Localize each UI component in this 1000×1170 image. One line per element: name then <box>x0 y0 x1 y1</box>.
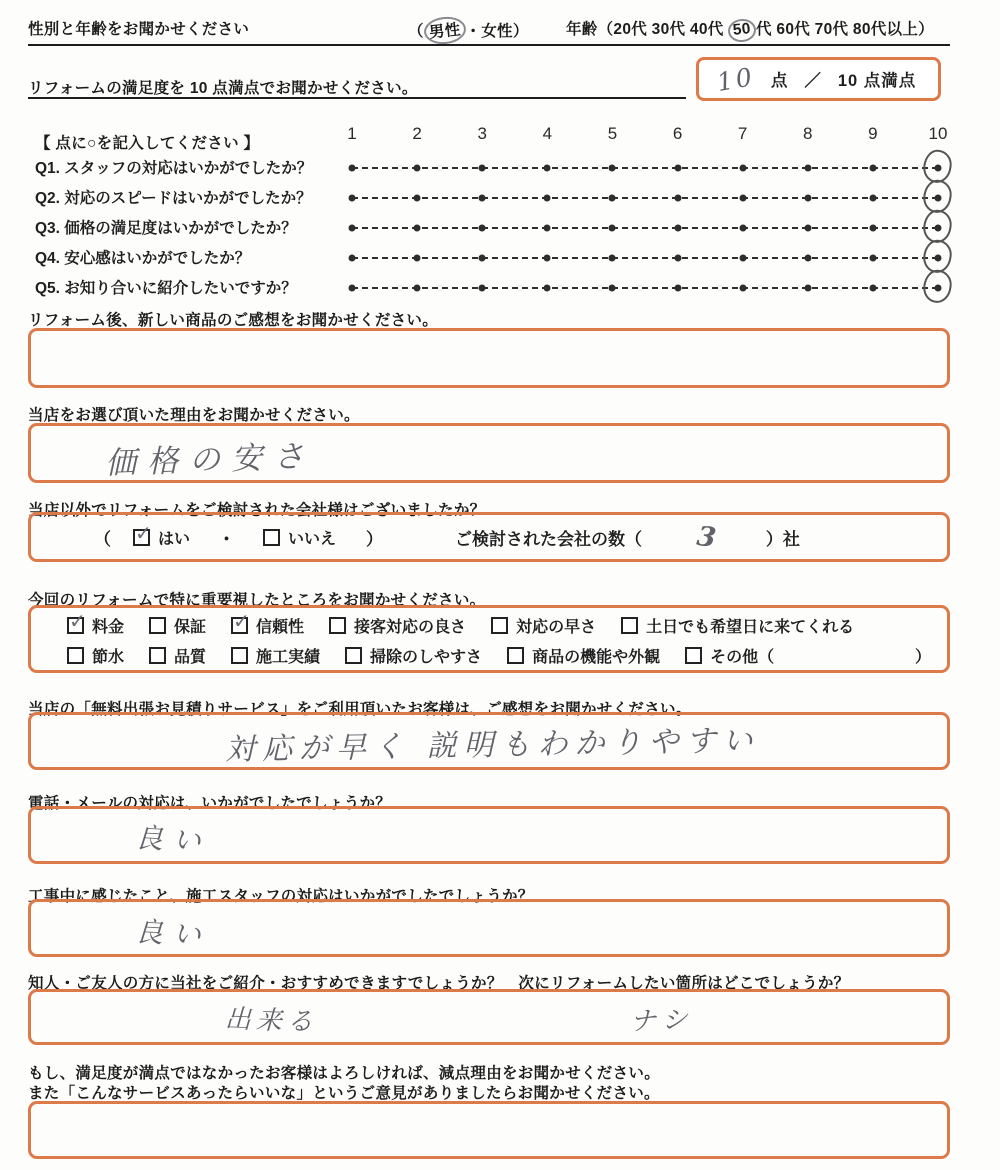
scale-dot[interactable] <box>674 225 681 232</box>
handwritten-company-count: 3 <box>694 520 718 554</box>
other-companies-line <box>28 512 950 562</box>
scale-number: 9 <box>868 124 878 143</box>
checkbox-item-track-record[interactable] <box>231 644 320 667</box>
scale-dot[interactable] <box>544 165 551 172</box>
scale-dot[interactable] <box>869 225 876 232</box>
handwritten-answer-estimate-service: 対応が早く 説明もわかりやすい <box>224 723 760 768</box>
checkbox-item-price[interactable] <box>67 611 125 637</box>
rating-question-label: Q1. スタッフの対応はいかがでしたか？ <box>35 160 313 177</box>
handwritten-answer-next-reform: ナシ <box>629 1004 695 1038</box>
checkbox[interactable] <box>329 617 346 634</box>
checkbox[interactable] <box>231 647 248 664</box>
option-separator: ・ <box>218 529 236 549</box>
checkbox-no[interactable] <box>263 529 280 546</box>
rating-row-q1 <box>0 152 1000 182</box>
header-divider <box>28 44 950 46</box>
checkbox-item-service-quality[interactable] <box>329 614 466 637</box>
handwritten-answer-recommend: 出来る <box>224 1004 319 1038</box>
rating-row-q4 <box>0 242 1000 272</box>
rating-question-label: Q5. お知り合いに紹介したいですか？ <box>35 280 297 297</box>
company-count-close: ）社 <box>765 529 800 549</box>
rating-question-label: Q2. 対応のスピードはいかがでしたか？ <box>35 190 312 207</box>
scale-number: 2 <box>412 124 422 143</box>
check-mark: ✓ <box>69 611 86 633</box>
scale-dot[interactable] <box>739 255 746 262</box>
checkbox-item-water-saving[interactable] <box>67 644 124 667</box>
checkbox-label-yes: はい <box>158 530 191 548</box>
checkbox[interactable] <box>231 611 250 634</box>
checkbox[interactable] <box>67 647 84 664</box>
checkbox-item-easy-cleaning[interactable] <box>345 644 482 667</box>
scale-dot[interactable] <box>739 225 746 232</box>
scale-dot[interactable] <box>349 285 356 292</box>
checkbox-label-no: いいえ <box>288 530 337 548</box>
score-max: 10 点満点 <box>837 72 917 90</box>
checkbox-item-reliability[interactable] <box>231 611 305 637</box>
scale-number: 3 <box>477 124 487 143</box>
rating-scale-line[interactable] <box>352 227 938 229</box>
checkbox-item-no[interactable] <box>263 526 336 549</box>
score-box[interactable] <box>696 57 941 101</box>
scale-dot[interactable] <box>544 285 551 292</box>
checkbox-label: 信頼性 <box>256 619 305 636</box>
scale-number: 4 <box>542 124 553 143</box>
score-value-handwritten: 10 <box>714 61 758 97</box>
scale-dot[interactable] <box>869 255 876 262</box>
checkbox-label: 商品の機能や外観 <box>532 649 661 666</box>
scale-dot[interactable] <box>804 225 811 232</box>
checkbox-label: 節水 <box>92 649 125 666</box>
checkbox-label: 保証 <box>174 619 207 636</box>
section-heading-priorities: 今回のリフォームで特に重要視したところをお聞かせください。 <box>28 592 486 609</box>
section-heading-final-line1: もし、満足度が満点ではなかったお客様はよろしければ、減点理由をお聞かせください。 <box>28 1065 661 1082</box>
scale-dot[interactable] <box>739 195 746 202</box>
checkbox[interactable] <box>621 617 638 634</box>
checkbox[interactable] <box>491 617 508 634</box>
rating-scale-line[interactable] <box>352 197 938 199</box>
scale-dot[interactable] <box>804 255 811 262</box>
age-options-pre: 年齢（20代 30代 40代 <box>566 21 729 38</box>
scale-dot[interactable] <box>349 255 356 262</box>
checkbox-label: その他（ <box>710 649 775 666</box>
scale-dot[interactable] <box>804 165 811 172</box>
scale-dot[interactable] <box>414 195 421 202</box>
section-heading-referral: 知人・ご友人の方に当社をご紹介・おすすめできますでしょうか？ 次にリフォームしたい箇所はどこでしょうか？ <box>28 975 850 992</box>
checkbox-label: 土日でも希望日に来てくれる <box>646 619 855 636</box>
checkbox[interactable] <box>685 647 702 664</box>
other-paren-close: ） <box>914 649 931 666</box>
scale-dot[interactable] <box>739 165 746 172</box>
checkbox-item-other[interactable] <box>685 644 774 667</box>
answer-box-product-impression[interactable] <box>28 328 950 388</box>
scale-number: 6 <box>672 124 683 143</box>
checkbox[interactable] <box>507 647 524 664</box>
rating-question-label: Q4. 安心感はいかがでしたか？ <box>35 250 251 267</box>
check-mark: ✓ <box>233 611 250 633</box>
scale-dot[interactable] <box>609 285 616 292</box>
scale-dot[interactable] <box>544 225 551 232</box>
scale-dot[interactable] <box>804 285 811 292</box>
checkbox[interactable] <box>149 617 166 634</box>
section-heading-estimate-service: 当店の「無料出張お見積りサービス」をご利用頂いたお客様は、ご感想をお聞かせください。 <box>28 701 692 718</box>
priorities-row-1 <box>31 611 947 637</box>
scale-number: 10 <box>928 124 948 143</box>
scale-number: 8 <box>803 124 813 143</box>
scale-dot[interactable] <box>869 165 876 172</box>
scale-number: 1 <box>347 124 357 143</box>
scale-dot[interactable] <box>609 195 616 202</box>
handwritten-answer-choose-reason: 価格の安さ <box>104 438 316 482</box>
scale-dot[interactable] <box>479 255 486 262</box>
handwritten-answer-phone-mail: 良い <box>134 821 212 858</box>
score-heading: リフォームの満足度を 10 点満点でお聞かせください。 <box>28 80 418 97</box>
scale-dot[interactable] <box>674 195 681 202</box>
checkbox-label: 接客対応の良さ <box>354 619 467 636</box>
gender-rest: ・女性） <box>465 23 529 40</box>
male-option-circled[interactable]: 男性 <box>423 15 467 46</box>
checkbox-item-speed[interactable] <box>491 614 596 637</box>
scale-dot[interactable] <box>414 165 421 172</box>
gender-paren-open: （ <box>408 23 424 40</box>
checkbox-label: 施工実績 <box>256 649 321 666</box>
scale-dot[interactable] <box>869 285 876 292</box>
rating-row-q2 <box>0 182 1000 212</box>
scale-dot[interactable] <box>414 255 421 262</box>
rating-scale-numbers <box>347 124 948 146</box>
checkbox[interactable] <box>345 647 362 664</box>
scale-dot[interactable] <box>609 225 616 232</box>
checkbox-label: 品質 <box>174 649 207 666</box>
paren-open: （ <box>94 529 111 549</box>
gender-options <box>408 17 529 44</box>
checkbox-item-yes[interactable] <box>133 522 191 549</box>
checkbox-label: 料金 <box>92 619 125 636</box>
handwritten-answer-construction: 良い <box>134 915 212 952</box>
scale-dot[interactable] <box>544 195 551 202</box>
company-count-label: ご検討された会社の数（ <box>455 529 643 549</box>
scale-dot[interactable] <box>479 225 486 232</box>
scale-dot[interactable] <box>609 255 616 262</box>
scale-dot[interactable] <box>349 225 356 232</box>
scale-dot[interactable] <box>869 195 876 202</box>
checkbox-item-features-looks[interactable] <box>507 644 660 667</box>
score-slash: ／ <box>804 72 822 90</box>
checkbox-label: 対応の早さ <box>516 619 597 636</box>
scale-dot[interactable] <box>674 165 681 172</box>
paren-close: ） <box>366 529 384 549</box>
rating-row-q5 <box>0 272 1000 302</box>
scale-dot[interactable] <box>609 165 616 172</box>
scale-dot[interactable] <box>479 285 486 292</box>
priorities-row-2 <box>31 644 947 667</box>
checkbox[interactable] <box>67 611 86 634</box>
checkbox-item-weekend[interactable] <box>621 614 854 637</box>
checkbox-item-quality[interactable] <box>149 644 206 667</box>
age-options-post: 代 60代 70代 80代以上） <box>756 21 934 38</box>
answer-box-final-comments[interactable] <box>28 1101 950 1159</box>
section-heading-final-line2: また「こんなサービスあったらいいな」というご意見がありましたらお聞かせください。 <box>28 1085 660 1102</box>
age-50s-circled[interactable]: 50 <box>727 18 757 44</box>
checkbox-yes[interactable] <box>133 522 152 546</box>
scale-dot[interactable] <box>804 195 811 202</box>
checkbox-label: 掃除のしやすさ <box>370 649 483 666</box>
scale-dot[interactable] <box>349 165 356 172</box>
scale-dot[interactable] <box>674 285 681 292</box>
age-options <box>566 17 934 42</box>
rating-scale-line[interactable] <box>352 257 938 259</box>
checkbox[interactable] <box>149 647 166 664</box>
scale-dot[interactable] <box>479 195 486 202</box>
rating-row-q3 <box>0 212 1000 242</box>
section-heading-other-companies: 当店以外でリフォームをご検討された会社様はございましたか？ <box>28 502 486 519</box>
score-divider <box>28 97 686 99</box>
section-heading-product-impression: リフォーム後、新しい商品のご感想をお聞かせください。 <box>28 312 439 329</box>
rating-scale-line[interactable] <box>352 287 938 289</box>
scale-dot[interactable] <box>414 285 421 292</box>
score-unit: 点 <box>770 72 789 90</box>
scale-dot[interactable] <box>674 255 681 262</box>
rating-instruction: 【 点に○を記入してください 】 <box>35 135 260 152</box>
check-mark: ✓ <box>135 522 152 545</box>
scale-dot[interactable] <box>479 165 486 172</box>
scale-dot[interactable] <box>739 285 746 292</box>
scale-dot[interactable] <box>414 225 421 232</box>
gender-age-question: 性別と年齢をお聞かせください <box>28 21 250 38</box>
scale-dot[interactable] <box>544 255 551 262</box>
rating-scale-line[interactable] <box>352 167 938 169</box>
scale-number: 7 <box>737 124 748 143</box>
rating-question-label: Q3. 価格の満足度はいかがでしたか？ <box>35 220 297 237</box>
hand-circle-mark <box>922 268 954 304</box>
section-heading-construction: 工事中に感じたこと、施工スタッフの対応はいかがでしたでしょうか？ <box>28 888 534 905</box>
section-heading-phone-mail: 電話・メールの対応は、いかがでしたでしょうか？ <box>28 795 392 812</box>
checkbox-item-warranty[interactable] <box>149 614 206 637</box>
section-heading-choose-reason: 当店をお選び頂いた理由をお聞かせください。 <box>28 407 360 424</box>
answer-box-referral[interactable] <box>28 989 950 1045</box>
scale-dot[interactable] <box>349 195 356 202</box>
scale-number: 5 <box>607 124 618 143</box>
